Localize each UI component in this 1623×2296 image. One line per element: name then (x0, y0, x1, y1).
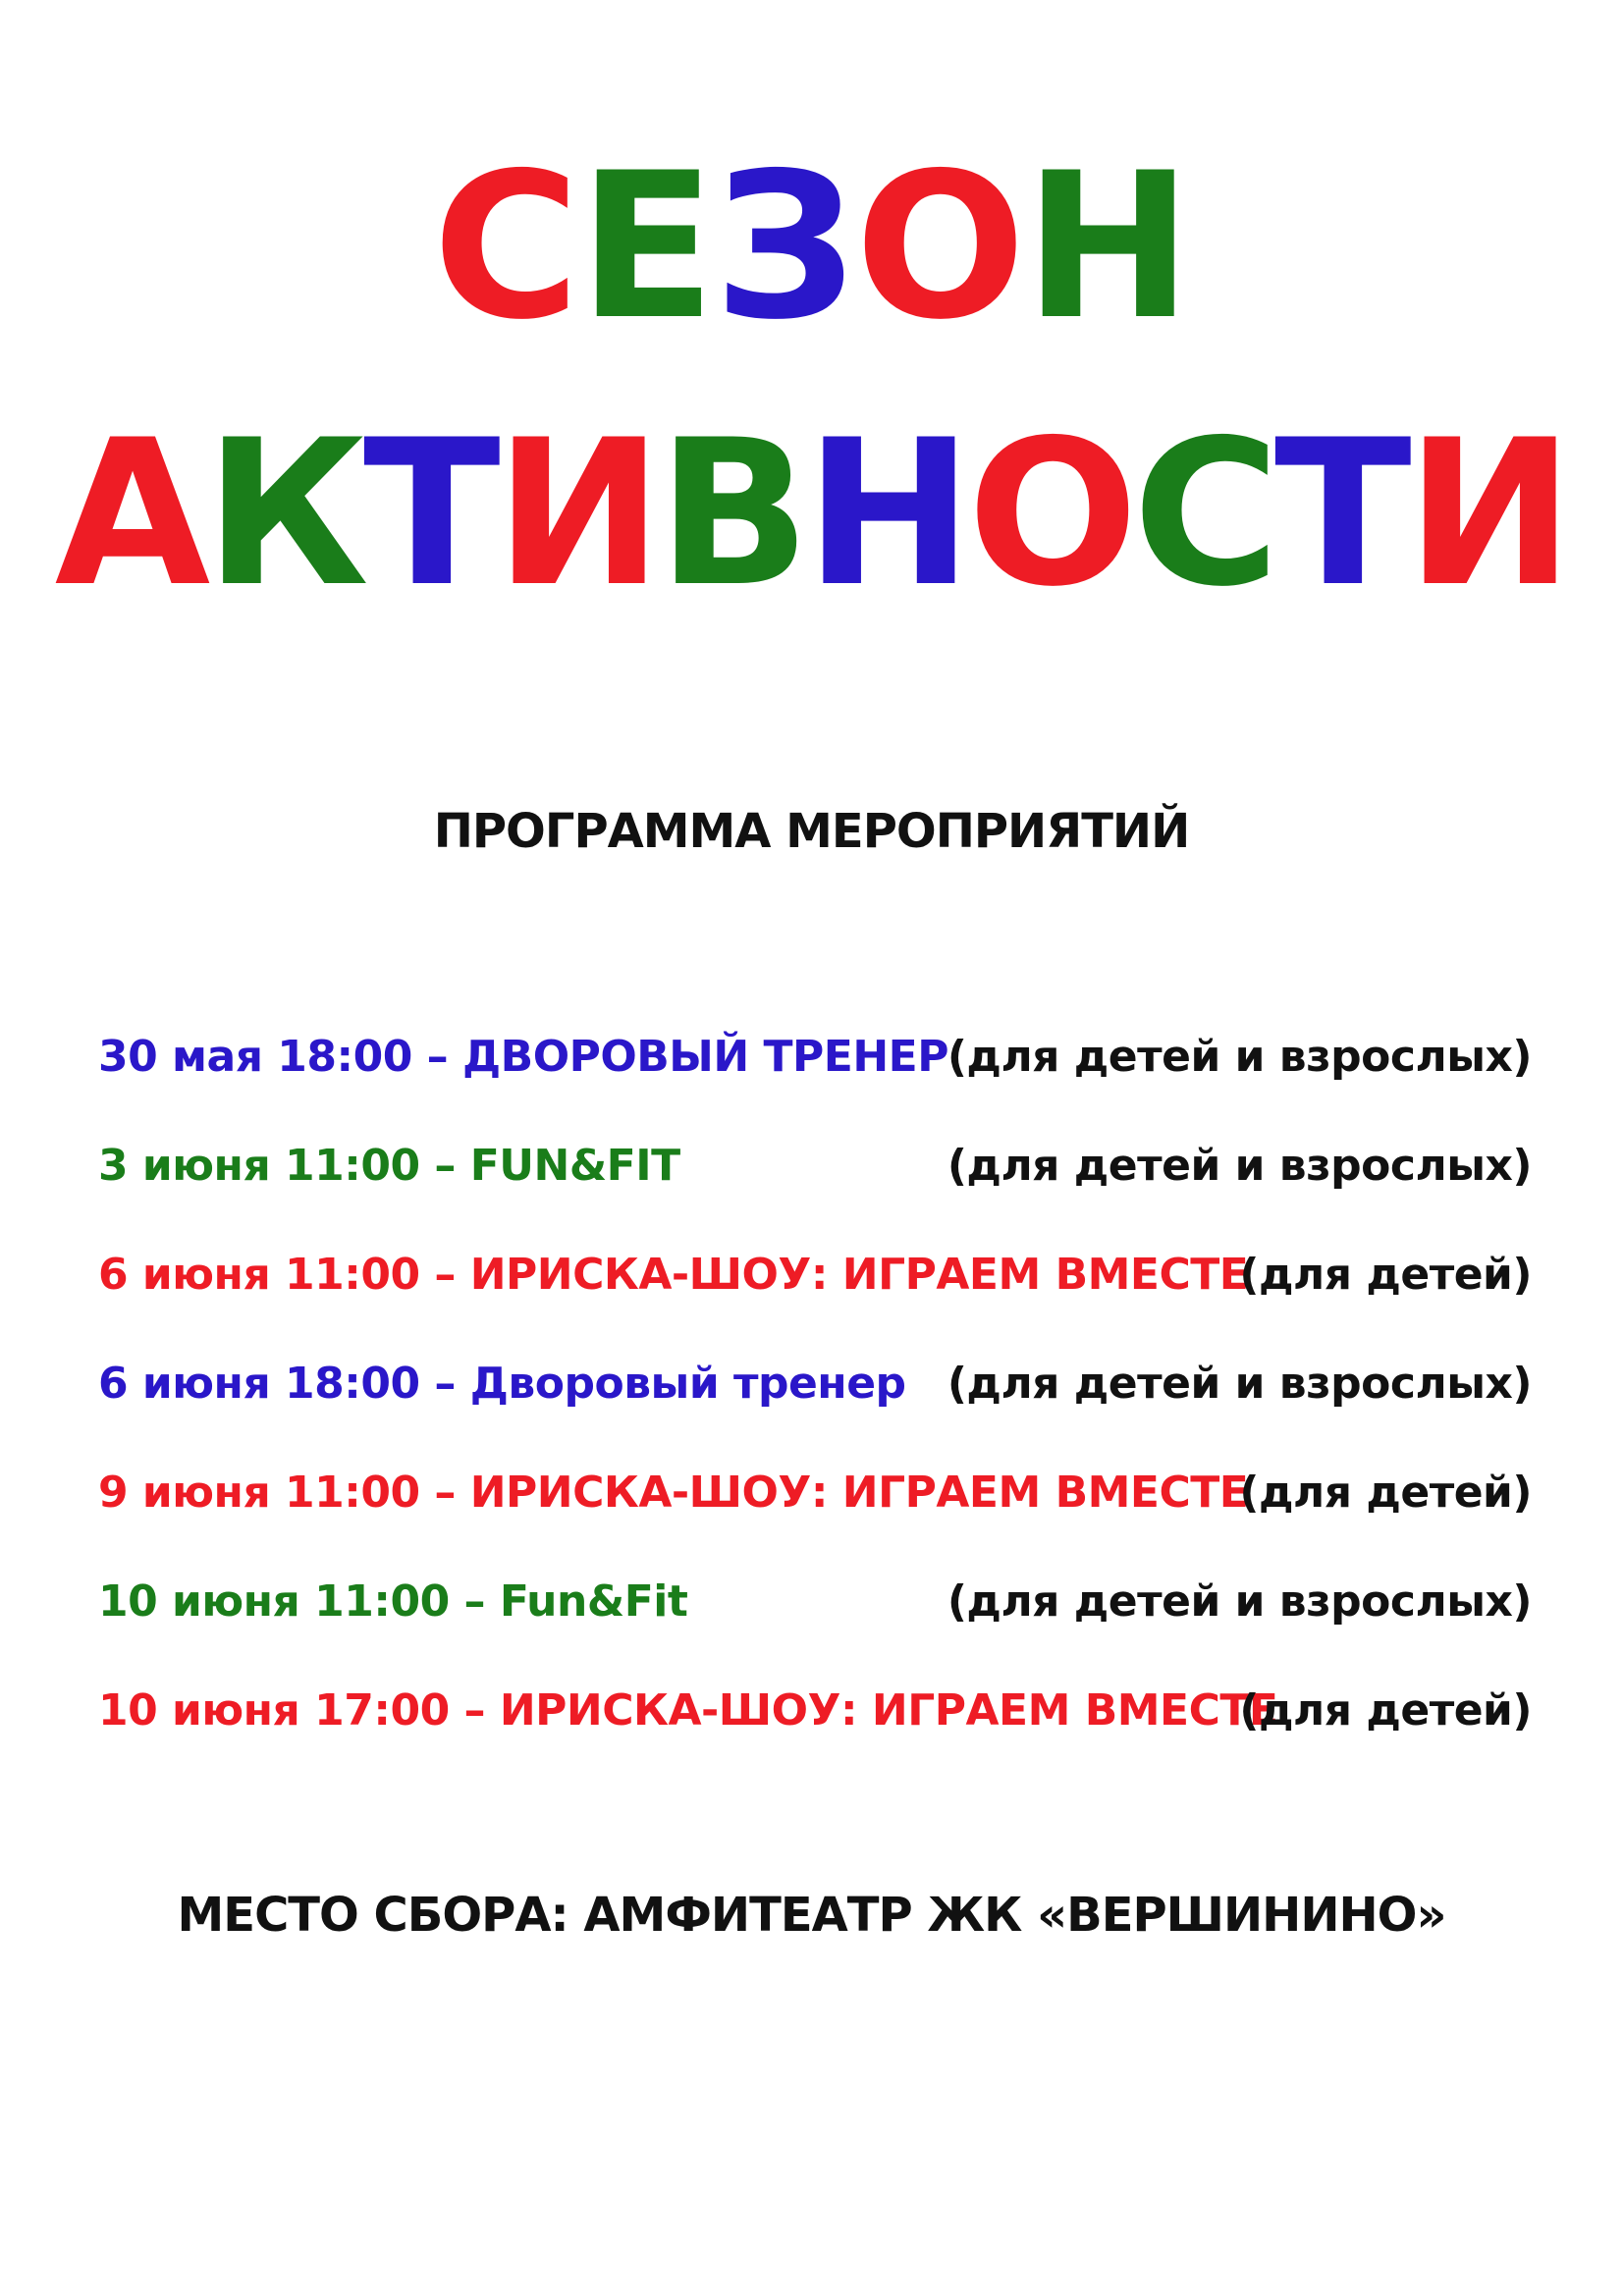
program-heading: ПРОГРАММА МЕРОПРИЯТИЙ (433, 804, 1190, 859)
event-row (98, 1137, 1532, 1196)
event-name: 3 июня 11:00 – FUN&FIT (98, 1141, 680, 1191)
event-audience: (для детей и взрослых) (947, 1359, 1532, 1409)
event-row (98, 1464, 1532, 1522)
title-letter: С (432, 131, 578, 364)
event-name: 10 июня 17:00 – ИРИСКА-ШОУ: ИГРАЕМ ВМЕСТЕ (98, 1685, 1278, 1735)
event-name: 9 июня 11:00 – ИРИСКА-ШОУ: ИГРАЕМ ВМЕСТЕ (98, 1468, 1249, 1518)
title-line-season (0, 131, 1623, 364)
title-letter: Е (577, 131, 714, 364)
event-row (98, 1246, 1532, 1305)
event-audience: (для детей) (1239, 1685, 1532, 1735)
event-audience: (для детей) (1239, 1250, 1532, 1300)
event-name: 30 мая 18:00 – ДВОРОВЫЙ ТРЕНЕР (98, 1032, 948, 1082)
event-row (98, 1355, 1532, 1414)
title-letter: К (204, 398, 363, 631)
title-line-activity (0, 398, 1623, 631)
event-row (98, 1573, 1532, 1631)
title-letter: В (657, 398, 805, 631)
event-audience: (для детей) (1239, 1468, 1532, 1518)
event-audience: (для детей и взрослых) (947, 1576, 1532, 1627)
meeting-place: МЕСТО СБОРА: АМФИТЕАТР ЖК «ВЕРШИНИНО» (177, 1888, 1446, 1943)
event-name: 6 июня 18:00 – Дворовый тренер (98, 1359, 906, 1409)
title-letter: Н (1023, 131, 1191, 364)
event-audience: (для детей и взрослых) (947, 1032, 1532, 1082)
title-letter: И (494, 398, 658, 631)
event-row (98, 1028, 1532, 1087)
title-letter: Т (362, 398, 495, 631)
title-letter: И (1405, 398, 1569, 631)
title-letter: Н (804, 398, 968, 631)
event-name: 10 июня 11:00 – Fun&Fit (98, 1576, 688, 1627)
event-audience: (для детей и взрослых) (947, 1141, 1532, 1191)
title-letter: О (967, 398, 1133, 631)
title-letter: Т (1273, 398, 1406, 631)
title-letter: О (854, 131, 1024, 364)
event-name: 6 июня 11:00 – ИРИСКА-ШОУ: ИГРАЕМ ВМЕСТЕ (98, 1250, 1249, 1300)
title-letter: С (1132, 398, 1274, 631)
title-letter: З (713, 131, 855, 364)
event-row (98, 1682, 1532, 1740)
title-letter: А (54, 398, 205, 631)
